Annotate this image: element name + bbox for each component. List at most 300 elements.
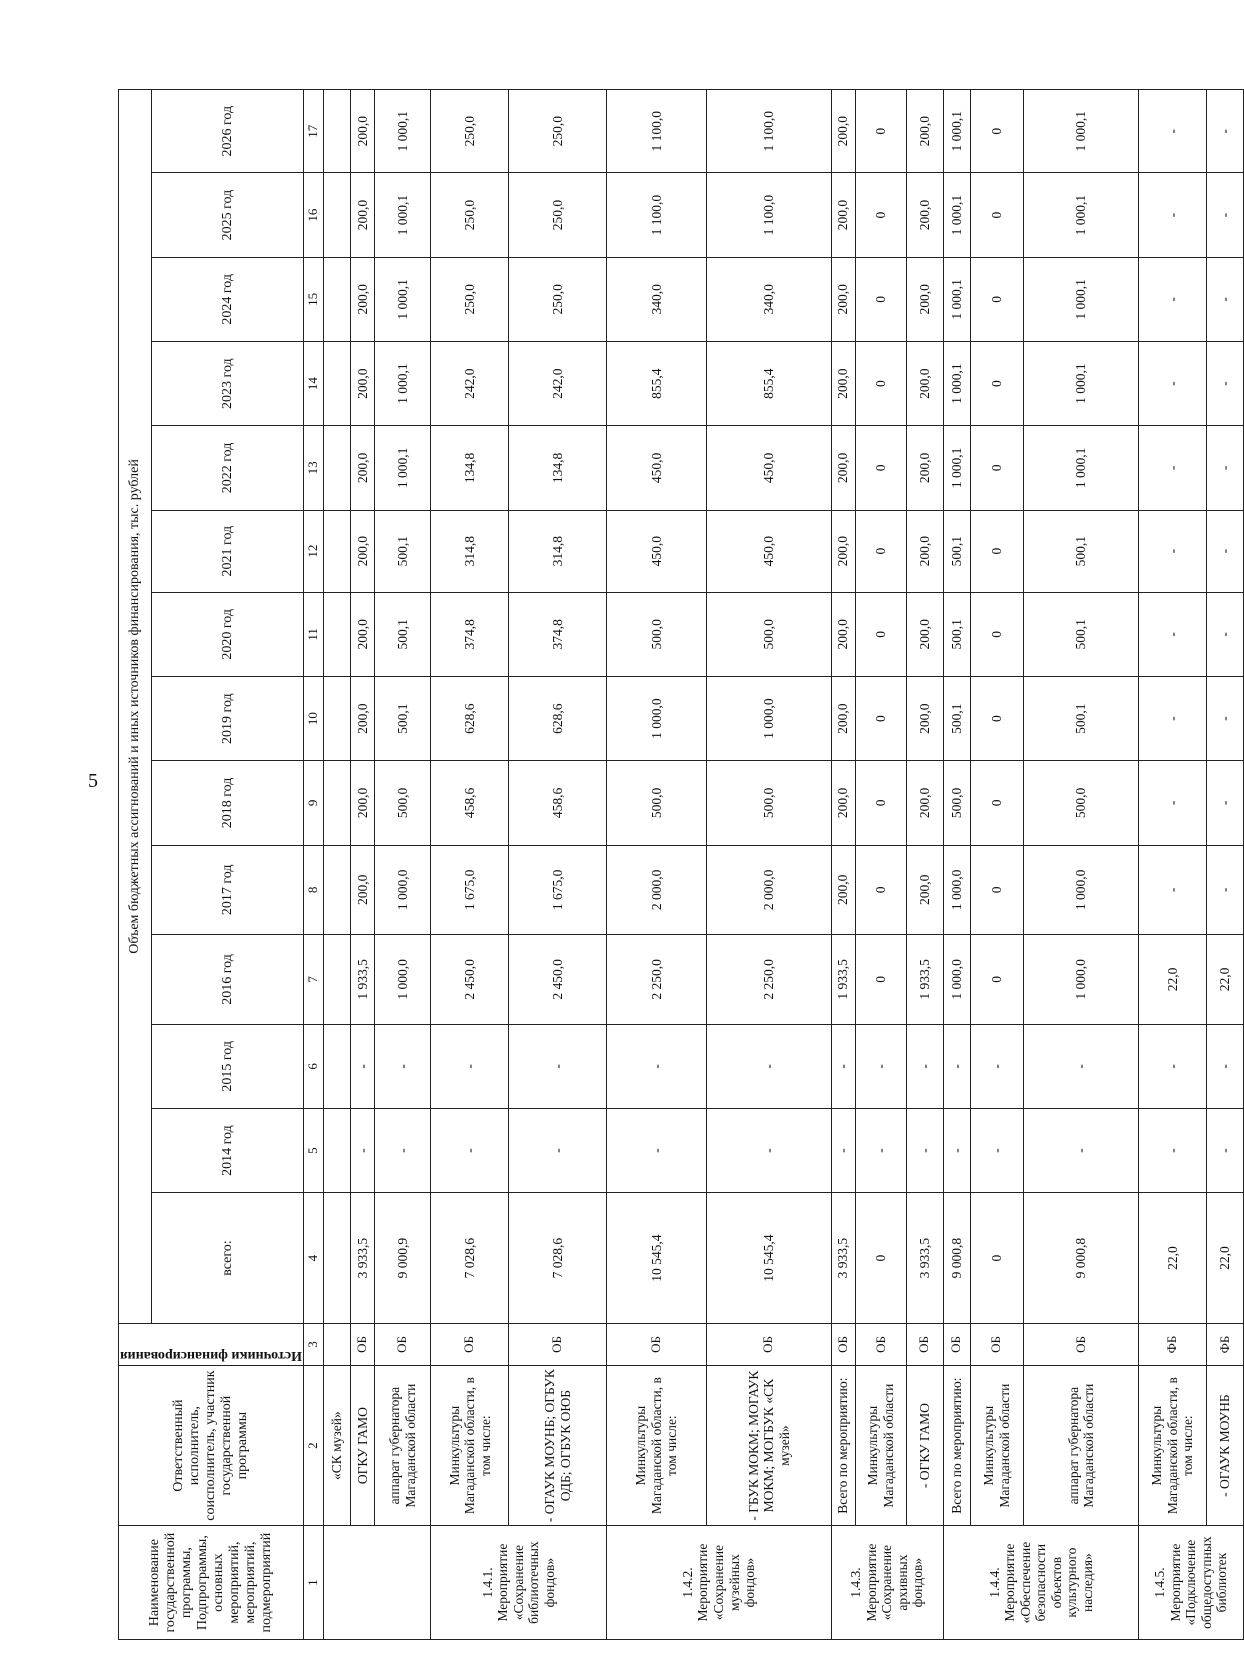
value-cell: 200,0 <box>907 761 944 845</box>
value-cell: 250,0 <box>431 173 509 257</box>
header-year: 2026 год <box>152 90 304 173</box>
value-cell: 628,6 <box>509 677 607 761</box>
value-cell <box>323 592 350 676</box>
page-number: 5 <box>88 770 98 792</box>
value-cell: 458,6 <box>431 761 509 845</box>
value-cell: - <box>855 1108 906 1192</box>
table-row <box>1207 90 1244 1640</box>
measure-name <box>323 1526 430 1640</box>
value-cell: 0 <box>970 761 1024 845</box>
value-cell: 340,0 <box>607 257 707 341</box>
value-cell: - <box>707 1108 831 1192</box>
value-cell: 1 000,1 <box>375 90 431 173</box>
source-cell: ОБ <box>607 1323 707 1365</box>
value-cell: 500,0 <box>375 761 431 845</box>
value-cell: - <box>1207 426 1244 510</box>
value-cell: 250,0 <box>431 90 509 173</box>
value-cell: - <box>1138 677 1206 761</box>
value-cell: 1 675,0 <box>509 845 607 935</box>
value-cell: - <box>509 1024 607 1108</box>
table-row <box>509 90 607 1640</box>
value-cell: 0 <box>855 935 906 1025</box>
value-cell: 450,0 <box>707 426 831 510</box>
value-cell: 7 028,6 <box>509 1193 607 1324</box>
value-cell: 200,0 <box>907 173 944 257</box>
value-cell: - <box>1207 592 1244 676</box>
value-cell: 500,0 <box>1024 761 1139 845</box>
value-cell: 1 000,1 <box>943 341 970 425</box>
executor-cell: - ОГАУК МОУНБ <box>1207 1366 1244 1526</box>
value-cell: 200,0 <box>907 257 944 341</box>
value-cell: 200,0 <box>831 341 855 425</box>
executor-cell: «СК музей» <box>323 1366 350 1526</box>
value-cell: 1 000,1 <box>375 173 431 257</box>
column-number: 3 <box>303 1323 323 1365</box>
value-cell: 2 450,0 <box>509 935 607 1025</box>
source-cell: ОБ <box>943 1323 970 1365</box>
value-cell <box>323 1108 350 1192</box>
executor-cell: Минкультуры Магаданской области, в том числе: <box>431 1366 509 1526</box>
value-cell: 200,0 <box>907 426 944 510</box>
value-cell: - <box>1207 1108 1244 1192</box>
value-cell: 200,0 <box>350 677 374 761</box>
value-cell: 0 <box>855 426 906 510</box>
executor-cell: Всего по мероприятию: <box>943 1366 970 1526</box>
value-cell: 0 <box>970 1193 1024 1324</box>
value-cell: 0 <box>855 173 906 257</box>
value-cell: 200,0 <box>907 677 944 761</box>
column-number: 10 <box>303 677 323 761</box>
value-cell: 0 <box>855 90 906 173</box>
value-cell: 855,4 <box>707 341 831 425</box>
value-cell: 242,0 <box>509 341 607 425</box>
value-cell: - <box>350 1024 374 1108</box>
executor-cell: аппарат губернатора Магаданской области <box>375 1366 431 1526</box>
value-cell: 22,0 <box>1138 935 1206 1025</box>
value-cell: - <box>1207 173 1244 257</box>
value-cell: 1 000,1 <box>375 341 431 425</box>
value-cell: 1 000,1 <box>943 257 970 341</box>
measure-name: 1.4.4. Мероприятие «Обеспечение безопасности объектов культурного наследия» <box>943 1526 1138 1640</box>
value-cell: 250,0 <box>509 257 607 341</box>
value-cell: 1 000,0 <box>943 845 970 935</box>
value-cell: 314,8 <box>509 510 607 592</box>
value-cell: 1 100,0 <box>707 90 831 173</box>
value-cell: 0 <box>855 845 906 935</box>
value-cell: 2 450,0 <box>431 935 509 1025</box>
value-cell: 500,1 <box>1024 510 1139 592</box>
value-cell: - <box>1138 257 1206 341</box>
value-cell: 200,0 <box>831 173 855 257</box>
value-cell: 200,0 <box>350 257 374 341</box>
value-cell: 1 000,1 <box>375 257 431 341</box>
value-cell <box>323 935 350 1025</box>
value-cell: 1 000,1 <box>1024 90 1139 173</box>
value-cell: 134,8 <box>431 426 509 510</box>
column-number: 17 <box>303 90 323 173</box>
source-cell: ОБ <box>509 1323 607 1365</box>
source-cell: ОБ <box>375 1323 431 1365</box>
value-cell: - <box>1024 1108 1139 1192</box>
value-cell: - <box>607 1024 707 1108</box>
header-year: 2016 год <box>152 935 304 1025</box>
executor-cell: - ОГАУК МОУНБ; ОГБУК ОДБ; ОГБУК ОЮБ <box>509 1366 607 1526</box>
measure-name: 1.4.3. Мероприятие «Сохранение архивных фондов» <box>831 1526 943 1640</box>
value-cell: 9 000,9 <box>375 1193 431 1324</box>
column-number: 12 <box>303 510 323 592</box>
source-cell: ОБ <box>831 1323 855 1365</box>
column-number: 9 <box>303 761 323 845</box>
column-number: 15 <box>303 257 323 341</box>
value-cell <box>323 426 350 510</box>
value-cell: 500,1 <box>375 510 431 592</box>
value-cell: 0 <box>970 90 1024 173</box>
value-cell: - <box>831 1024 855 1108</box>
header-year: 2018 год <box>152 761 304 845</box>
measure-name: 1.4.5. Мероприятие «Подключение общедоступных библиотек <box>1138 1526 1243 1640</box>
table-row <box>607 90 707 1640</box>
value-cell: 10 545,4 <box>707 1193 831 1324</box>
header-year: 2023 год <box>152 341 304 425</box>
value-cell: 0 <box>970 845 1024 935</box>
value-cell: 200,0 <box>907 510 944 592</box>
table-row <box>970 90 1024 1640</box>
measure-name: 1.4.1. Мероприятие «Сохранение библиотечных фондов» <box>431 1526 607 1640</box>
source-cell: ОБ <box>907 1323 944 1365</box>
table-row <box>350 90 374 1640</box>
value-cell: - <box>831 1108 855 1192</box>
table-row <box>707 90 831 1640</box>
value-cell: - <box>509 1108 607 1192</box>
value-cell: 1 000,0 <box>1024 845 1139 935</box>
value-cell: 1 933,5 <box>831 935 855 1025</box>
value-cell: 855,4 <box>607 341 707 425</box>
value-cell <box>323 1193 350 1324</box>
value-cell: 1 000,0 <box>375 845 431 935</box>
value-cell: 9 000,8 <box>943 1193 970 1324</box>
value-cell: 200,0 <box>350 90 374 173</box>
header-total: всего: <box>152 1193 304 1324</box>
header-year: 2015 год <box>152 1024 304 1108</box>
rotated-table-wrapper <box>118 89 1233 1640</box>
value-cell: 1 000,1 <box>943 90 970 173</box>
value-cell: 200,0 <box>907 341 944 425</box>
value-cell: - <box>1207 90 1244 173</box>
value-cell <box>323 257 350 341</box>
value-cell: - <box>1207 257 1244 341</box>
source-cell: ОБ <box>431 1323 509 1365</box>
value-cell: - <box>607 1108 707 1192</box>
value-cell: - <box>907 1108 944 1192</box>
value-cell: 500,1 <box>375 592 431 676</box>
value-cell: 500,1 <box>1024 592 1139 676</box>
column-number: 14 <box>303 341 323 425</box>
executor-cell: - ГБУК МОКМ; МОГАУК МОКМ; МОГБУК «СК музей» <box>707 1366 831 1526</box>
header-funding-title: Объем бюджетных ассигнований и иных источников финансирования, тыс. рублей <box>119 90 152 1324</box>
value-cell: - <box>431 1108 509 1192</box>
value-cell: - <box>431 1024 509 1108</box>
value-cell: 374,8 <box>509 592 607 676</box>
table-row <box>431 90 509 1640</box>
table-row <box>375 90 431 1640</box>
value-cell: 0 <box>970 677 1024 761</box>
value-cell: 1 000,1 <box>1024 426 1139 510</box>
value-cell: 200,0 <box>350 761 374 845</box>
value-cell: 1 000,0 <box>607 677 707 761</box>
value-cell: 134,8 <box>509 426 607 510</box>
value-cell: 200,0 <box>350 173 374 257</box>
value-cell: - <box>375 1024 431 1108</box>
value-cell: 0 <box>970 341 1024 425</box>
value-cell: - <box>943 1024 970 1108</box>
value-cell: 314,8 <box>431 510 509 592</box>
column-number: 4 <box>303 1193 323 1324</box>
value-cell: - <box>1138 426 1206 510</box>
value-cell: 2 000,0 <box>707 845 831 935</box>
header-year: 2019 год <box>152 677 304 761</box>
value-cell: 200,0 <box>831 90 855 173</box>
value-cell: 500,0 <box>707 592 831 676</box>
value-cell: 200,0 <box>831 592 855 676</box>
value-cell: 10 545,4 <box>607 1193 707 1324</box>
table-row <box>943 90 970 1640</box>
value-cell: 450,0 <box>607 426 707 510</box>
value-cell: 500,0 <box>607 592 707 676</box>
value-cell: 0 <box>970 173 1024 257</box>
header-year: 2024 год <box>152 257 304 341</box>
value-cell: 200,0 <box>907 90 944 173</box>
value-cell: 500,1 <box>1024 677 1139 761</box>
header-executor: Ответственный исполнитель, соисполнитель, участник государственной программы <box>119 1366 304 1526</box>
value-cell: 1 100,0 <box>707 173 831 257</box>
column-number: 5 <box>303 1108 323 1192</box>
value-cell: - <box>970 1024 1024 1108</box>
value-cell: 1 000,1 <box>1024 257 1139 341</box>
value-cell: 0 <box>855 592 906 676</box>
value-cell <box>323 1024 350 1108</box>
value-cell: 22,0 <box>1207 935 1244 1025</box>
value-cell: - <box>1138 341 1206 425</box>
column-number: 7 <box>303 935 323 1025</box>
value-cell: 2 250,0 <box>607 935 707 1025</box>
source-cell: ОБ <box>707 1323 831 1365</box>
value-cell: - <box>1207 341 1244 425</box>
value-cell: 200,0 <box>350 510 374 592</box>
column-number: 6 <box>303 1024 323 1108</box>
value-cell: 200,0 <box>350 592 374 676</box>
value-cell: - <box>1207 1024 1244 1108</box>
column-number: 2 <box>303 1366 323 1526</box>
value-cell: 200,0 <box>831 426 855 510</box>
executor-cell: Всего по мероприятию: <box>831 1366 855 1526</box>
value-cell: 628,6 <box>431 677 509 761</box>
value-cell: 9 000,8 <box>1024 1193 1139 1324</box>
measure-name: 1.4.2. Мероприятие «Сохранение музейных фондов» <box>607 1526 832 1640</box>
value-cell: 3 933,5 <box>350 1193 374 1324</box>
value-cell: 2 000,0 <box>607 845 707 935</box>
value-cell: 500,1 <box>943 510 970 592</box>
value-cell: - <box>1024 1024 1139 1108</box>
budget-table <box>118 89 1244 1640</box>
value-cell: 1 000,1 <box>943 173 970 257</box>
value-cell: 1 100,0 <box>607 90 707 173</box>
value-cell: - <box>1138 173 1206 257</box>
table-row <box>323 90 350 1640</box>
value-cell: 1 000,0 <box>943 935 970 1025</box>
value-cell: 1 100,0 <box>607 173 707 257</box>
value-cell: 200,0 <box>907 592 944 676</box>
value-cell: 1 000,1 <box>943 426 970 510</box>
value-cell: 1 000,1 <box>1024 341 1139 425</box>
executor-cell: аппарат губернатора Магаданской области <box>1024 1366 1139 1526</box>
column-number: 8 <box>303 845 323 935</box>
value-cell: 1 000,1 <box>375 426 431 510</box>
value-cell: 22,0 <box>1138 1193 1206 1324</box>
value-cell <box>323 341 350 425</box>
header-name: Наименование государственной программы, Подпрограммы, основных мероприятий, мероприятий, подмероприятий <box>119 1526 304 1640</box>
table-row <box>831 90 855 1640</box>
value-cell: - <box>1138 845 1206 935</box>
header-year: 2014 год <box>152 1108 304 1192</box>
header-source: Источники финансирования <box>120 1348 302 1364</box>
value-cell: 500,1 <box>943 677 970 761</box>
value-cell: 200,0 <box>350 426 374 510</box>
value-cell <box>323 90 350 173</box>
value-cell <box>323 761 350 845</box>
source-cell <box>323 1323 350 1365</box>
value-cell: 1 000,1 <box>1024 173 1139 257</box>
source-cell: ФБ <box>1207 1323 1244 1365</box>
header-year: 2020 год <box>152 592 304 676</box>
value-cell: 0 <box>970 257 1024 341</box>
value-cell: 250,0 <box>509 173 607 257</box>
value-cell: - <box>375 1108 431 1192</box>
value-cell: - <box>1138 1024 1206 1108</box>
value-cell: 1 933,5 <box>907 935 944 1025</box>
value-cell: 340,0 <box>707 257 831 341</box>
value-cell: 0 <box>970 592 1024 676</box>
column-number: 16 <box>303 173 323 257</box>
value-cell: 200,0 <box>831 257 855 341</box>
column-number: 13 <box>303 426 323 510</box>
value-cell: - <box>943 1108 970 1192</box>
value-cell: 1 675,0 <box>431 845 509 935</box>
value-cell <box>323 845 350 935</box>
value-cell: 200,0 <box>350 341 374 425</box>
value-cell: - <box>1207 677 1244 761</box>
header-year: 2022 год <box>152 426 304 510</box>
value-cell: 0 <box>855 761 906 845</box>
source-cell: ФБ <box>1138 1323 1206 1365</box>
value-cell: 0 <box>855 1193 906 1324</box>
value-cell: 500,0 <box>943 761 970 845</box>
value-cell: 3 933,5 <box>907 1193 944 1324</box>
value-cell: - <box>855 1024 906 1108</box>
value-cell <box>323 173 350 257</box>
value-cell: 500,1 <box>943 592 970 676</box>
value-cell: - <box>350 1108 374 1192</box>
table-row <box>855 90 906 1640</box>
executor-cell: - ОГКУ ГАМО <box>907 1366 944 1526</box>
value-cell: 500,0 <box>707 761 831 845</box>
value-cell: 3 933,5 <box>831 1193 855 1324</box>
value-cell: 450,0 <box>607 510 707 592</box>
value-cell: - <box>1207 510 1244 592</box>
executor-cell: Минкультуры Магаданской области, в том числе: <box>1138 1366 1206 1526</box>
value-cell: 450,0 <box>707 510 831 592</box>
value-cell: - <box>1207 761 1244 845</box>
value-cell: 500,1 <box>375 677 431 761</box>
value-cell: - <box>970 1108 1024 1192</box>
value-cell: 200,0 <box>907 845 944 935</box>
table-row <box>1024 90 1139 1640</box>
value-cell: 0 <box>970 935 1024 1025</box>
value-cell: 0 <box>970 510 1024 592</box>
value-cell: 200,0 <box>831 761 855 845</box>
value-cell: 0 <box>855 510 906 592</box>
value-cell: 22,0 <box>1207 1193 1244 1324</box>
executor-cell: Минкультуры Магаданской области <box>855 1366 906 1526</box>
value-cell: 0 <box>855 257 906 341</box>
table-row <box>1138 90 1206 1640</box>
source-cell: ОБ <box>970 1323 1024 1365</box>
value-cell: 242,0 <box>431 341 509 425</box>
header-source-cell <box>119 1323 304 1365</box>
value-cell: 250,0 <box>431 257 509 341</box>
executor-cell: ОГКУ ГАМО <box>350 1366 374 1526</box>
value-cell: - <box>1138 761 1206 845</box>
value-cell: - <box>1138 1108 1206 1192</box>
value-cell: 200,0 <box>831 845 855 935</box>
executor-cell: Минкультуры Магаданской области <box>970 1366 1024 1526</box>
value-cell <box>323 677 350 761</box>
header-year: 2021 год <box>152 510 304 592</box>
header-year: 2025 год <box>152 173 304 257</box>
source-cell: ОБ <box>855 1323 906 1365</box>
executor-cell: Минкультуры Магаданской области, в том числе: <box>607 1366 707 1526</box>
value-cell: 0 <box>855 341 906 425</box>
value-cell <box>323 510 350 592</box>
source-cell: ОБ <box>1024 1323 1139 1365</box>
value-cell: - <box>1138 510 1206 592</box>
header-year: 2017 год <box>152 845 304 935</box>
value-cell: - <box>1207 845 1244 935</box>
value-cell: 200,0 <box>831 677 855 761</box>
value-cell: 200,0 <box>350 845 374 935</box>
value-cell: 7 028,6 <box>431 1193 509 1324</box>
value-cell: 1 933,5 <box>350 935 374 1025</box>
value-cell: 200,0 <box>831 510 855 592</box>
value-cell: 1 000,0 <box>1024 935 1139 1025</box>
column-number: 11 <box>303 592 323 676</box>
value-cell: - <box>907 1024 944 1108</box>
value-cell: 1 000,0 <box>375 935 431 1025</box>
value-cell: 1 000,0 <box>707 677 831 761</box>
column-number: 1 <box>303 1526 323 1640</box>
value-cell: 458,6 <box>509 761 607 845</box>
value-cell: - <box>1138 90 1206 173</box>
value-cell: - <box>707 1024 831 1108</box>
value-cell: 374,8 <box>431 592 509 676</box>
value-cell: 250,0 <box>509 90 607 173</box>
table-row <box>907 90 944 1640</box>
value-cell: - <box>1138 592 1206 676</box>
value-cell: 0 <box>855 677 906 761</box>
value-cell: 500,0 <box>607 761 707 845</box>
value-cell: 2 250,0 <box>707 935 831 1025</box>
value-cell: 0 <box>970 426 1024 510</box>
source-cell: ОБ <box>350 1323 374 1365</box>
